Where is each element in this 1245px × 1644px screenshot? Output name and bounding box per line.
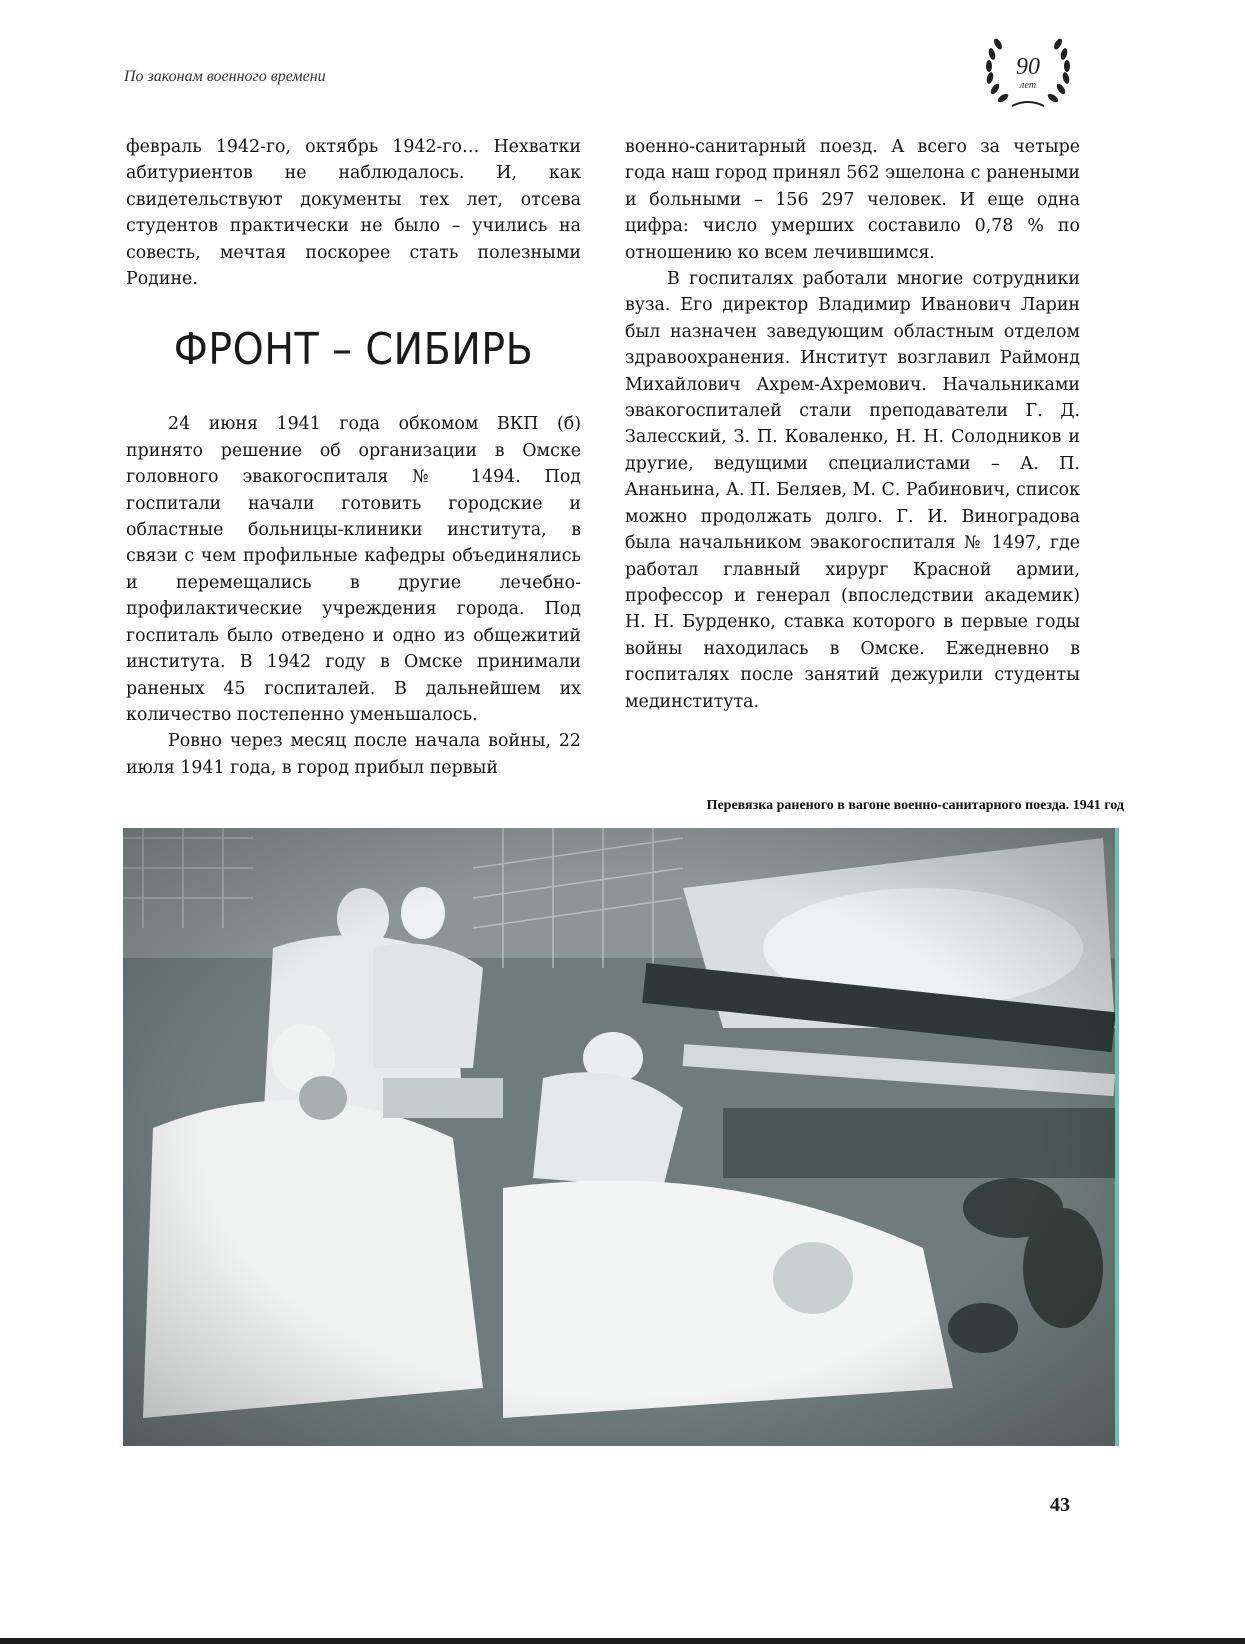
section-heading: ФРОНТ – СИБИРЬ: [173, 324, 534, 376]
right-paragraph-2: В госпиталях работали многие сотрудники вуза. Его директор Владимир Иванович Ларин был назначен заведующим областным отделом здравоохранения. Институт возглавил Раймонд Михайлович Ахрем-Ахремович. Начальниками эвакогоспиталей стали преподаватели Г. Д. Залесский, З. П. Коваленко, Н. Н. Солодников и другие, ведущими специалистами – А. П. Ананьина, А. П. Беляев, М. С. Рабинович, список можно продолжать долго. Г. И. Виноградова была начальником эвакогоспиталя № 1497, где работал главный хирург Красной армии, профессор и генерал (впоследствии академик) Н. Н. Бурденко, ставка которого в первые годы войны находилась в Омске. Ежедневно в госпиталях после занятий дежурили студенты мединститута.: [625, 269, 1080, 712]
bottom-rule: [0, 1638, 1245, 1644]
svg-text:лет: лет: [1019, 80, 1037, 91]
anniversary-emblem: [982, 32, 1074, 114]
left-paragraph-3: Ровно через месяц после начала войны, 22 июля 1941 года, в город прибыл первый: [126, 731, 581, 778]
hospital-train-photo: [123, 828, 1119, 1446]
right-paragraph-1: военно-санитарный поезд. А всего за четыре года наш город принял 562 эшелона с ранеными и больными – 156 297 человек. И еще одна цифра: число умерших составило 0,78 % по отношению ко всем лечившимся.: [625, 137, 1080, 263]
running-head: По законам военного времени: [124, 68, 326, 85]
left-paragraph-2: 24 июня 1941 года обкомом ВКП (б) принято решение об организации в Омске головного эвакогоспиталя № 1494. Под госпитали начали готовить городские и областные больницы-клиники института, в связи с чем профильные кафедры объединялись и перемещались в другие лечебно-профилактические учреждения города. Под госпиталь было отведено и одно из общежитий института. В 1942 году в Омске принимали раненых 45 госпиталей. В дальнейшем их количество постепенно уменьшалось.: [126, 414, 581, 725]
left-paragraph-1: февраль 1942-го, октябрь 1942-го… Нехватки абитуриентов не наблюдалось. И, как свидетельствуют документы тех лет, отсева студентов практически не было – учились на совесть, мечтая поскорее стать полезными Родине.: [126, 137, 581, 290]
page-number: 43: [1050, 1494, 1070, 1516]
laurel-wreath-icon: [982, 32, 1074, 114]
svg-text:90: 90: [1016, 54, 1040, 80]
left-column: [126, 134, 581, 781]
right-column: [625, 134, 1080, 715]
photo-caption: Перевязка раненого в вагоне военно-санитарного поезда. 1941 год: [706, 798, 1124, 813]
